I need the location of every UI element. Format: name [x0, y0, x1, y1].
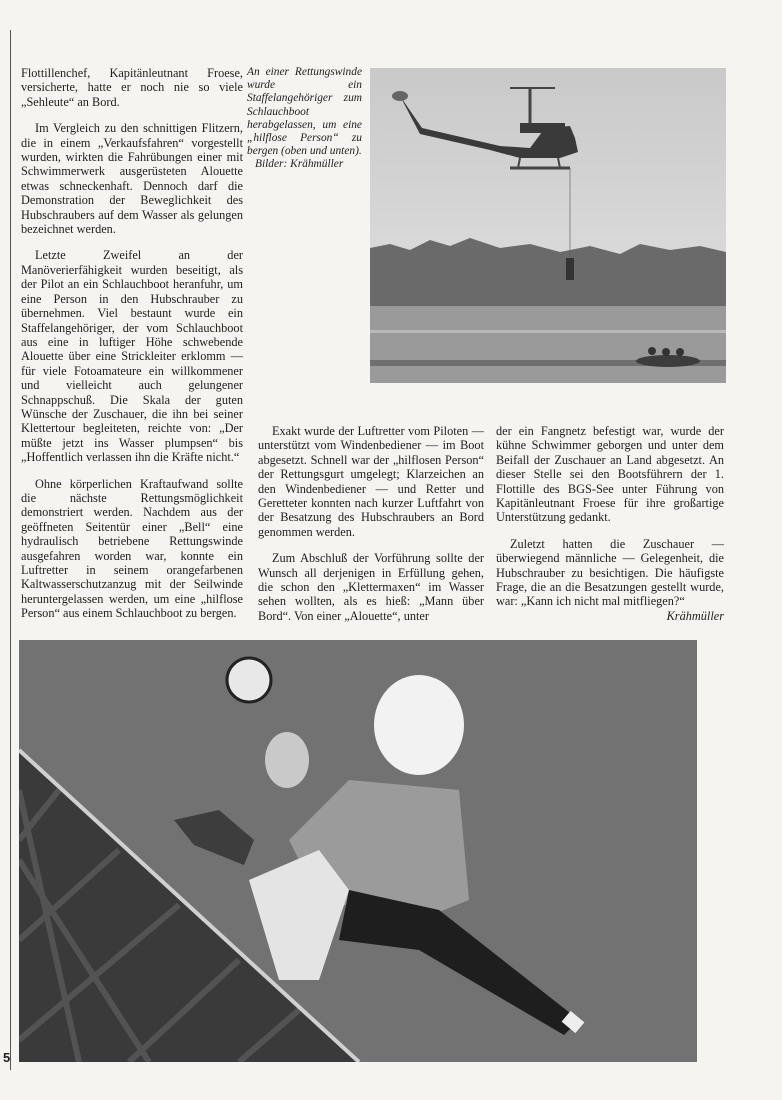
paragraph: Im Vergleich zu den schnittigen Flitzern, die in einem „Verkaufsfahren“ vorgestellt wurden, wirkten die Fahrübungen einer mit Schwimmerwerk ausgerüsteten Alouette etwas schneckenhaft. Dennoch darf die Demonstration der Beweglichkeit des Hubschraubers auf dem Wasser als gelungen bezeichnet werden.: [21, 121, 243, 237]
photo-helicopter-rescue: [370, 68, 726, 383]
winch-drum: [227, 658, 271, 702]
paragraph: Ohne körperlichen Kraftaufwand sollte die nächste Rettungsmöglichkeit demonstriert werden. Nachdem aus der geöffneten Seitentür einer „Bell“ eine hydraulisch betriebene Rettungswinde ausgefahren worden war, konnte ein Luftretter in seinem orangefarbenen Kaltwasserschutzanzug mit der Seilwinde heruntergelassen werden, um eine „hilflose Person“ aus einem Schlauchboot zu bergen.: [21, 476, 243, 621]
rescuer-helmet: [374, 675, 464, 775]
caption-text: An einer Rettungswinde wurde ein Staffelangehöriger zum Schlauchboot herabgelassen, um eine „hilflose Person“ zu bergen (oben und unten).: [247, 66, 362, 158]
photo-credit: Bilder: Krähmüller: [255, 158, 344, 171]
winch-rescue-photo-illustration: [19, 640, 697, 1062]
article-column-2: [258, 424, 484, 635]
paragraph: Letzte Zweifel an der Manöverierfähigkeit wurden beseitigt, als der Pilot an ein Schlauchboot heranfuhr, um eine Person in den Hubschrauber zu übernehmen. Viel bestaunt wurde ein Staffelangehöriger, der vom Schlauchboot aus eine in luftiger Höhe schwebende Alouette über eine Strickleiter erklomm — für viele Fotoamateure ein willkommener und vielleicht auch gelungener Schnappschuß. Die Skala der guten Wünsche der Zuschauer, die ihn bei seiner Klettertour begleiteten, reichte von: „Der müßte jetzt ins Wasser plumpsen“ bis „Hoffentlich verlassen ihn die Kräfte nicht.“: [21, 248, 243, 465]
author-signature: Krähmüller: [666, 608, 724, 623]
article-column-3: [496, 424, 724, 623]
paragraph: Zum Abschluß der Vorführung sollte der Wunsch all derjenigen in Erfüllung gehen, die schon den „Klettermaxen“ im Wasser sehen wollten, als es hieß: „Mann über Bord“. Von einer „Alouette“, unter: [258, 551, 484, 623]
paragraph: der ein Fangnetz befestigt war, wurde der kühne Schwimmer geborgen und unter dem Beifall der Zuschauer an Land abgesetzt. An dieser Stelle sei den Bootsführern der 1. Flottille des BGS-See unter Führung von Kapitänleutnant Froese für ihre großartige Unterstützung gedankt.: [496, 424, 724, 525]
lake-water: [370, 306, 726, 383]
photo-caption: [247, 66, 362, 172]
page-edge-line: [10, 30, 11, 1070]
rescued-person-face: [265, 732, 309, 788]
paragraph-text: Zuletzt hatten die Zuschauer — überwiegend männliche — Gelegenheit, die Hubschrauber zu besichtigen. Die häufigste Frage, die an die Besatzungen gestellt wurde, war: „Kann ich nicht mal mitfliegen?“: [496, 536, 724, 609]
paragraph: Flottillenchef, Kapitänleutnant Froese, versicherte, hatte er noch nie so viele „Sehleute“ an Bord.: [21, 66, 243, 109]
paragraph: [496, 536, 724, 623]
helicopter-photo-illustration: [370, 68, 726, 383]
photo-winch-rescue: [19, 640, 697, 1062]
article-column-1: [21, 66, 243, 633]
page-number: 5: [3, 1050, 11, 1065]
paragraph: Exakt wurde der Luftretter vom Piloten — unterstützt vom Windenbediener — im Boot abgesetzt. Schnell war der „hilflosen Person“ der Rettungsgurt umgelegt; Klarzeichen an den Windenbediener — und Retter und Geretteter konnten nach kurzer Luftfahrt von der Besatzung des Hubschraubers an Bord genommen werden.: [258, 424, 484, 539]
